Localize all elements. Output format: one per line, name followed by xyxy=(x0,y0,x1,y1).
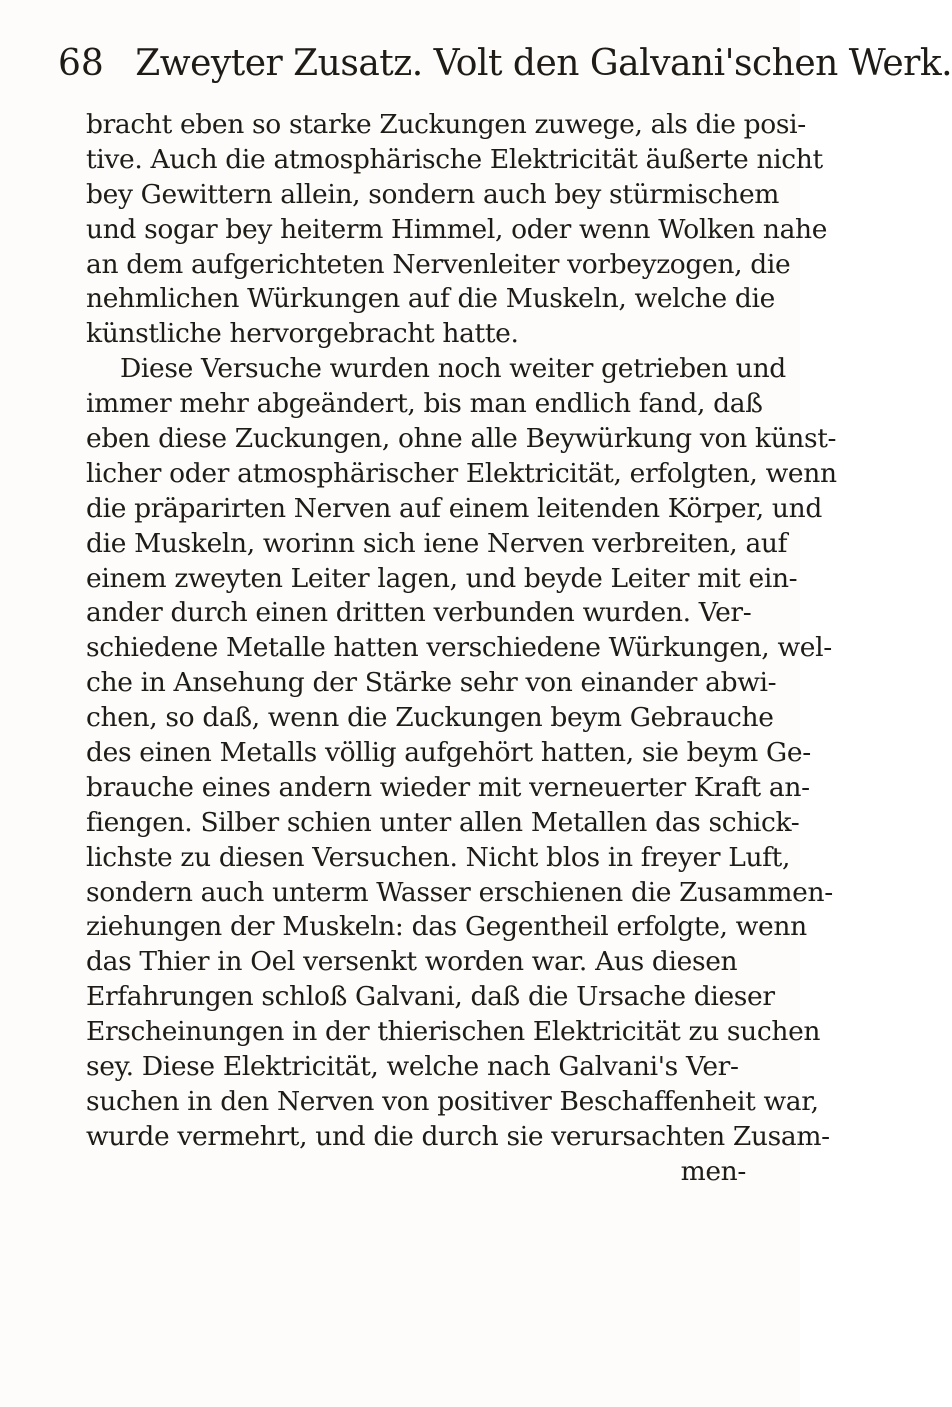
text-line: einem zweyten Leiter lagen, und beyde Leiter mit ein- xyxy=(86,562,798,594)
paragraph-2 xyxy=(86,352,837,1189)
text-line: Erfahrungen schloß Galvani, daß die Ursache dieser xyxy=(86,981,775,1013)
text-line: brauche eines andern wieder mit verneuerter Kraft an- xyxy=(86,771,810,803)
body-text xyxy=(86,108,837,1190)
text-line: wurde vermehrt, und die durch sie verursachten Zusam- xyxy=(86,1120,830,1152)
text-line: che in Ansehung der Stärke sehr von einander abwi- xyxy=(86,667,777,699)
text-line: das Thier in Oel versenkt worden war. Aus diesen xyxy=(86,946,738,978)
text-line: schiedene Metalle hatten verschiedene Würkungen, wel- xyxy=(86,632,832,664)
text-line: ziehungen der Muskeln: das Gegentheil erfolgte, wenn xyxy=(86,911,807,943)
text-line: des einen Metalls völlig aufgehört hatten, sie beym Ge- xyxy=(86,737,811,769)
text-line: immer mehr abgeändert, bis man endlich fand, daß xyxy=(86,388,763,420)
text-line: tive. Auch die atmosphärische Elektricität äußerte nicht xyxy=(86,143,823,175)
text-line: an dem aufgerichteten Nervenleiter vorbeyzogen, die xyxy=(86,248,791,280)
text-line: bracht eben so starke Zuckungen zuwege, als die posi- xyxy=(86,109,806,140)
text-line: licher oder atmosphärischer Elektricität, erfolgten, wenn xyxy=(86,457,837,489)
text-line: sondern auch unterm Wasser erschienen die Zusammen- xyxy=(86,876,833,908)
text-line: fiengen. Silber schien unter allen Metallen das schick- xyxy=(86,806,800,838)
text-line: ander durch einen dritten verbunden wurden. Ver- xyxy=(86,597,752,629)
text-line: nehmlichen Würkungen auf die Muskeln, welche die xyxy=(86,283,775,315)
text-line: Diese Versuche wurden noch weiter getrieben und xyxy=(120,353,786,385)
text-line: Erscheinungen in der thierischen Elektricität zu suchen xyxy=(86,1016,821,1048)
running-title: Zweyter Zusatz. Volt den Galvani'schen Werk. xyxy=(135,43,952,84)
text-line: sey. Diese Elektricität, welche nach Galvani's Ver- xyxy=(86,1051,739,1083)
paragraph-1 xyxy=(86,108,828,352)
text-line: bey Gewittern allein, sondern auch bey stürmischem xyxy=(86,178,780,210)
text-line: künstliche hervorgebracht hatte. xyxy=(86,318,519,350)
text-line: lichste zu diesen Versuchen. Nicht blos in freyer Luft, xyxy=(86,841,791,873)
page-header xyxy=(58,36,952,92)
text-line: eben diese Zuckungen, ohne alle Beywürkung von künst- xyxy=(86,423,837,455)
text-line: chen, so daß, wenn die Zuckungen beym Gebrauche xyxy=(86,702,774,734)
text-line: suchen in den Nerven von positiver Beschaffenheit war, xyxy=(86,1085,819,1117)
text-line: die präparirten Nerven auf einem leitenden Körper, und xyxy=(86,492,822,524)
text-line: die Muskeln, worinn sich iene Nerven verbreiten, auf xyxy=(86,527,788,559)
page-number: 68 xyxy=(58,43,104,84)
text-line: und sogar bey heiterm Himmel, oder wenn Wolken nahe xyxy=(86,213,828,245)
catchword: men- xyxy=(680,1155,746,1187)
